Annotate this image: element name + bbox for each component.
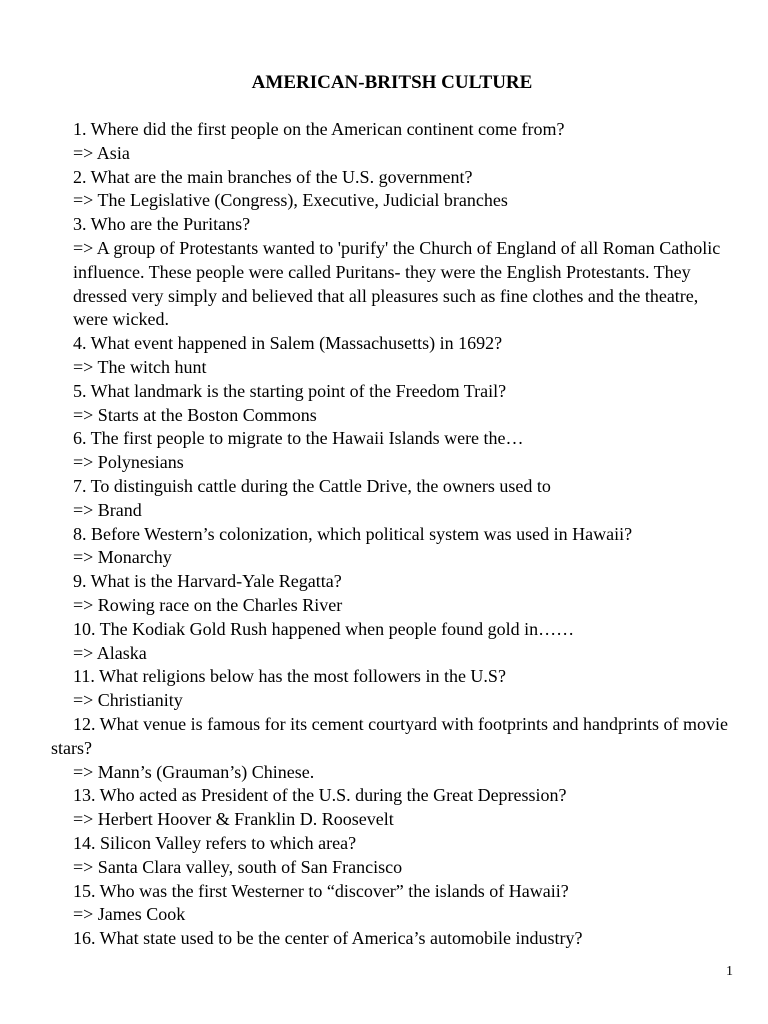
answer-6: => Polynesians xyxy=(73,452,184,473)
question-10: 10. The Kodiak Gold Rush happened when people found gold in…… xyxy=(73,618,575,639)
answer-10: => Alaska xyxy=(73,642,147,663)
question-15: 15. Who was the first Westerner to “discover” the islands of Hawaii? xyxy=(73,880,569,901)
answer-1: => Asia xyxy=(73,142,130,163)
answer-2: => The Legislative (Congress), Executive, Judicial branches xyxy=(73,190,508,211)
answer-15: => James Cook xyxy=(73,904,186,925)
question-6: 6. The first people to migrate to the Hawaii Islands were the… xyxy=(73,428,524,449)
answer-3: => A group of Protestants wanted to 'purify' the Church of England of all Roman Catholic influence. These people were called Puritans- they were the English Protestants. They dressed very simply and believed that all pleasures such as fine clothes and the theatre, were wicked. xyxy=(73,237,721,330)
question-8: 8. Before Western’s colonization, which political system was used in Hawaii? xyxy=(73,523,633,544)
answer-9: => Rowing race on the Charles River xyxy=(73,594,343,615)
answer-11: => Christianity xyxy=(73,690,183,711)
question-3: 3. Who are the Puritans? xyxy=(73,214,251,235)
answer-12: => Mann’s (Grauman’s) Chinese. xyxy=(73,761,315,782)
answer-14: => Santa Clara valley, south of San Francisco xyxy=(73,856,403,877)
question-13: 13. Who acted as President of the U.S. during the Great Depression? xyxy=(73,785,567,806)
question-1: 1. Where did the first people on the American continent come from? xyxy=(73,119,565,139)
qa-list xyxy=(51,118,731,951)
answer-8: => Monarchy xyxy=(73,547,172,568)
question-12: 12. What venue is famous for its cement courtyard with footprints and handprints of movie stars? xyxy=(51,713,729,758)
answer-13: => Herbert Hoover & Franklin D. Roosevelt xyxy=(73,809,394,830)
answer-4: => The witch hunt xyxy=(73,356,207,377)
question-4: 4. What event happened in Salem (Massachusetts) in 1692? xyxy=(73,333,503,354)
question-11: 11. What religions below has the most followers in the U.S? xyxy=(73,666,506,687)
question-7: 7. To distinguish cattle during the Cattle Drive, the owners used to xyxy=(73,475,551,496)
document-title: AMERICAN-BRITSH CULTURE xyxy=(251,72,533,93)
question-2: 2. What are the main branches of the U.S. government? xyxy=(73,166,473,187)
question-9: 9. What is the Harvard-Yale Regatta? xyxy=(73,571,342,592)
answer-5: => Starts at the Boston Commons xyxy=(73,404,317,425)
question-14: 14. Silicon Valley refers to which area? xyxy=(73,832,357,853)
question-16: 16. What state used to be the center of America’s automobile industry? xyxy=(73,928,583,949)
page-number: 1 xyxy=(726,964,733,979)
answer-7: => Brand xyxy=(73,499,142,520)
question-5: 5. What landmark is the starting point of the Freedom Trail? xyxy=(73,380,507,401)
